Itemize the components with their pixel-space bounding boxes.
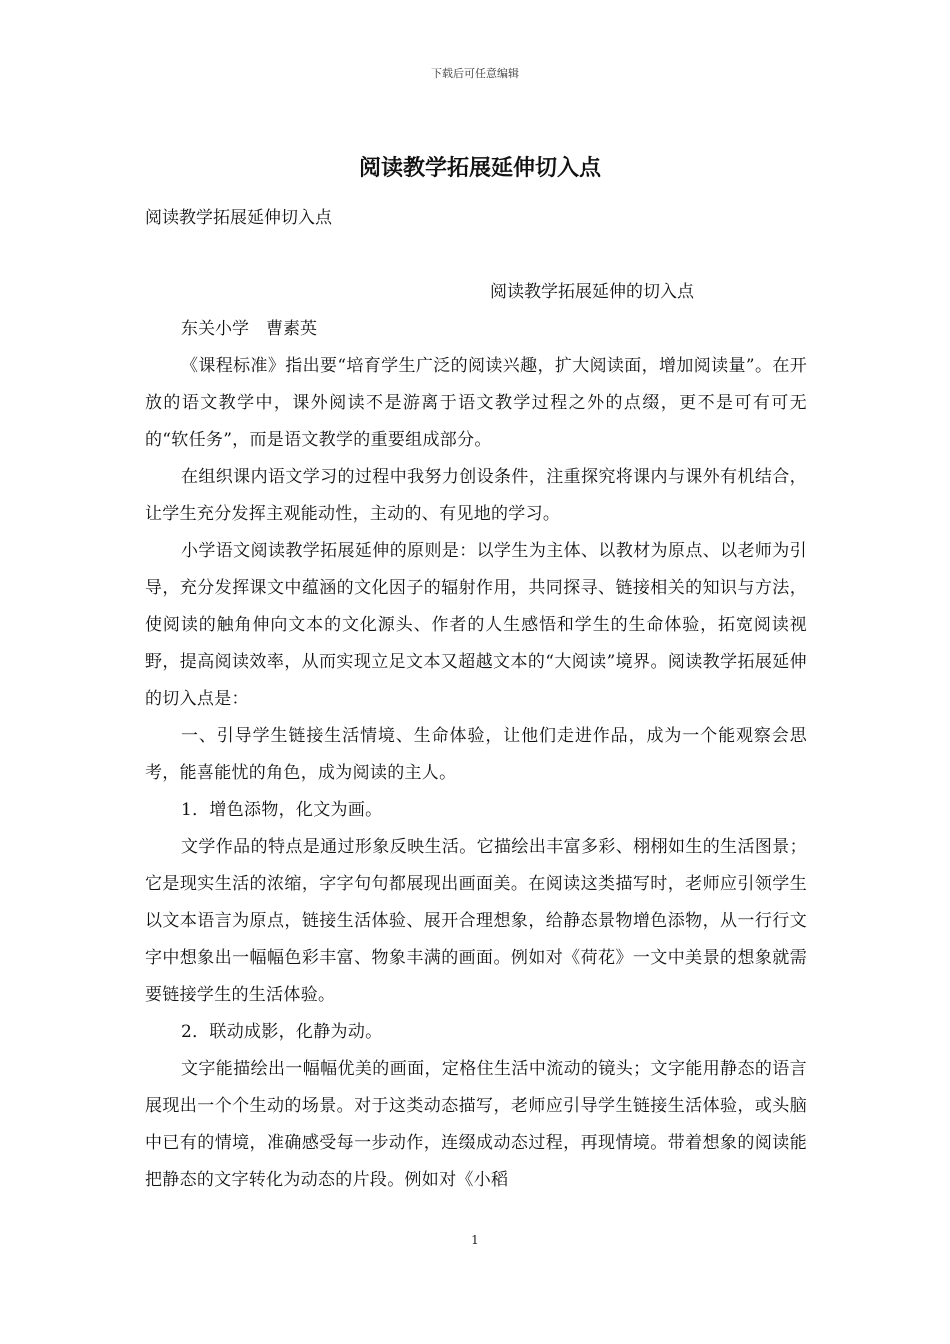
subsection-heading: 1．增色添物，化文为画。 [181,800,383,820]
document-body [145,150,807,1199]
paragraph: 文学作品的特点是通过形象反映生活。它描绘出丰富多彩、栩栩如生的生活图景；它是现实生活的浓缩，字字句句都展现出画面美。在阅读这类描写时，老师应引领学生以文本语言为原点，链接生活体验、展开合理想象，给静态景物增色添物，从一行行文字中想象出一幅幅色彩丰富、物象丰满的画面。例如对《荷花》一文中美景的想象就需要链接学生的生活体验。 [145,837,807,1005]
paragraph: 小学语文阅读教学拓展延伸的原则是：以学生为主体、以教材为原点、以老师为引导，充分发挥课文中蕴涵的文化因子的辐射作用，共同探寻、链接相关的知识与方法，使阅读的触角伸向文本的文化源头、作者的人生感悟和学生的生命体验，拓宽阅读视野，提高阅读效率，从而实现立足文本又超越文本的“大阅读”境界。阅读教学拓展延伸的切入点是： [145,541,807,709]
document-subtitle: 阅读教学拓展延伸切入点 [145,208,332,228]
author-line: 东关小学 曹素英 [181,319,317,339]
paragraph: 《课程标准》指出要“培育学生广泛的阅读兴趣，扩大阅读面，增加阅读量”。在开放的语文教学中，课外阅读不是游离于语文教学过程之外的点缀，更不是可有可无的“软任务”，而是语文教学的重要组成部分。 [145,356,807,450]
page-number: 1 [471,1233,479,1247]
document-title: 阅读教学拓展延伸切入点 [358,155,601,181]
subsection-heading: 2．联动成影，化静为动。 [181,1022,383,1042]
paragraph: 在组织课内语文学习的过程中我努力创设条件，注重探究将课内与课外有机结合，让学生充分发挥主观能动性，主动的、有见地的学习。 [145,467,807,524]
header-note: 下载后可任意编辑 [431,67,519,80]
section-heading: 一、引导学生链接生活情境、生命体验，让他们走进作品，成为一个能观察会思考，能喜能忧的角色，成为阅读的主人。 [145,726,807,783]
article-title: 阅读教学拓展延伸的切入点 [490,282,694,302]
paragraph: 文字能描绘出一幅幅优美的画面，定格住生活中流动的镜头；文字能用静态的语言展现出一个个生动的场景。对于这类动态描写，老师应引导学生链接生活体验，或头脑中已有的情境，准确感受每一步动作，连缀成动态过程，再现情境。带着想象的阅读能把静态的文字转化为动态的片段。例如对《小稻 [145,1059,807,1190]
